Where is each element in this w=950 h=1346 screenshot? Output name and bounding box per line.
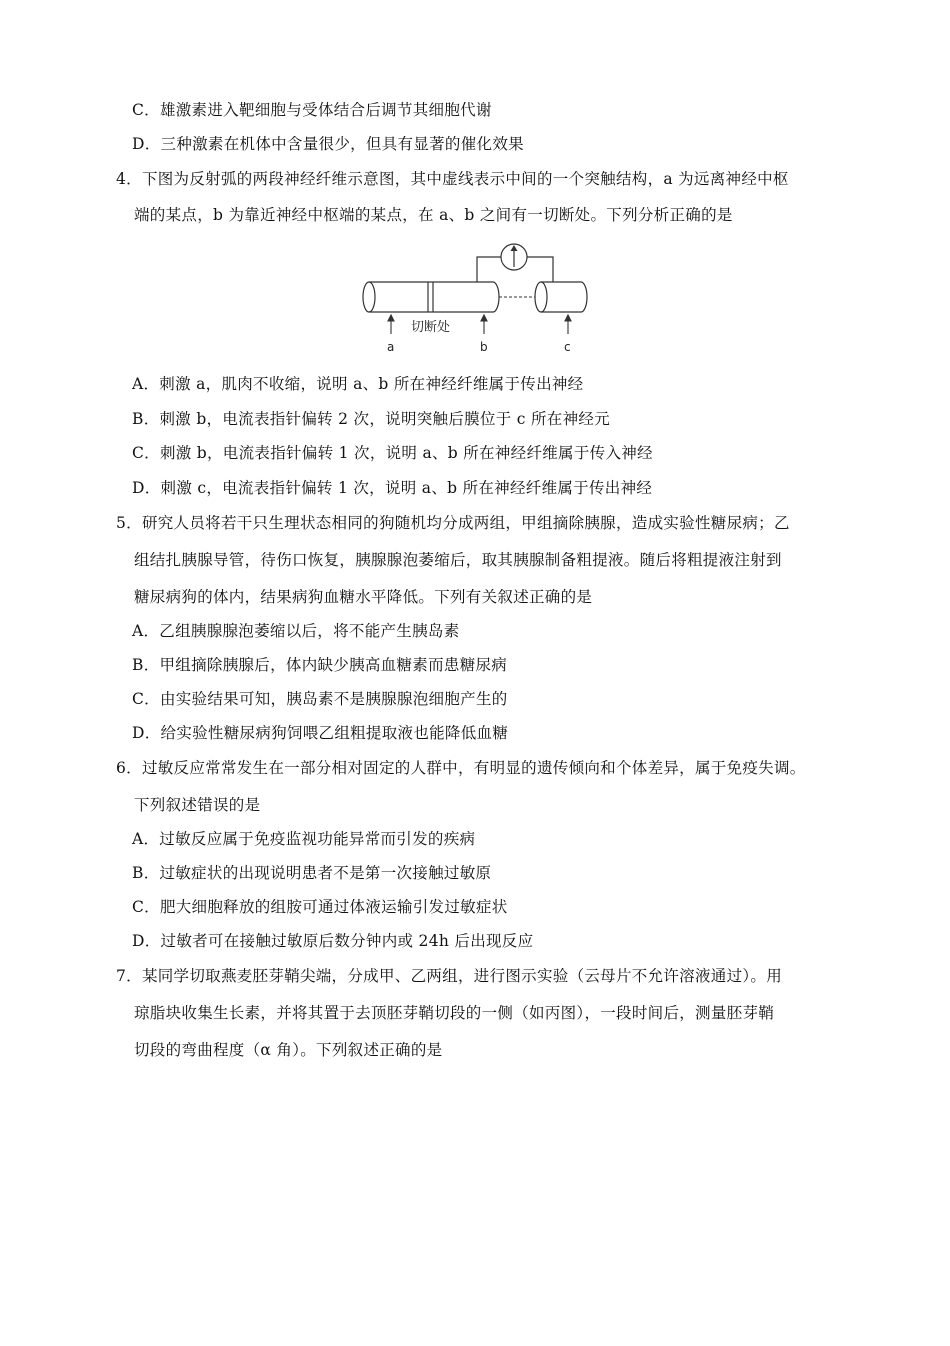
q7-stem-line1: 7．某同学切取燕麦胚芽鞘尖端，分成甲、乙两组，进行图示实验（云母片不允许溶液通过）。用: [116, 967, 783, 985]
q6-stem-line1: 6．过敏反应常常发生在一部分相对固定的人群中，有明显的遗传倾向和个体差异，属于免疫失调。: [116, 759, 806, 777]
nerve-fiber-diagram: [355, 240, 595, 358]
q6-option-a: A．过敏反应属于免疫监视功能异常而引发的疾病: [132, 830, 476, 848]
q5-option-b: B．甲组摘除胰腺后，体内缺少胰高血糖素而患糖尿病: [132, 656, 508, 674]
q5-option-a: A．乙组胰腺腺泡萎缩以后，将不能产生胰岛素: [132, 622, 460, 640]
point-c-label: c: [564, 340, 571, 354]
q4-option-b: B．刺激 b，电流表指针偏转 2 次，说明突触后膜位于 c 所在神经元: [132, 410, 610, 428]
q5-stem-line1: 5．研究人员将若干只生理状态相同的狗随机均分成两组，甲组摘除胰腺，造成实验性糖尿病；乙: [116, 514, 790, 532]
q5-stem-line2: 组结扎胰腺导管，待伤口恢复，胰腺腺泡萎缩后，取其胰腺制备粗提液。随后将粗提液注射到: [134, 551, 782, 569]
q3-option-c: C．雄激素进入靶细胞与受体结合后调节其细胞代谢: [132, 101, 492, 119]
q6-option-b: B．过敏症状的出现说明患者不是第一次接触过敏原: [132, 864, 492, 882]
q3-option-d: D．三种激素在机体中含量很少，但具有显著的催化效果: [132, 135, 524, 153]
q4-option-d: D．刺激 c，电流表指针偏转 1 次，说明 a、b 所在神经纤维属于传出神经: [132, 479, 653, 497]
q4-stem-line1: 4．下图为反射弧的两段神经纤维示意图，其中虚线表示中间的一个突触结构，a 为远离神经中枢: [116, 170, 789, 188]
q6-option-c: C．肥大细胞释放的组胺可通过体液运输引发过敏症状: [132, 898, 508, 916]
q5-option-d: D．给实验性糖尿病狗饲喂乙组粗提取液也能降低血糖: [132, 724, 509, 742]
right-nerve-fiber: [535, 282, 587, 312]
q6-option-d: D．过敏者可在接触过敏原后数分钟内或 24h 后出现反应: [132, 932, 534, 950]
q5-stem-line3: 糖尿病狗的体内，结果病狗血糖水平降低。下列有关叙述正确的是: [134, 588, 593, 606]
q7-stem-line3: 切段的弯曲程度（α 角）。下列叙述正确的是: [134, 1041, 443, 1059]
left-nerve-fiber: [363, 282, 499, 312]
galvanometer-icon: [501, 244, 527, 270]
nerve-fiber-svg: [355, 240, 595, 358]
q4-option-a: A．刺激 a，肌肉不收缩，说明 a、b 所在神经纤维属于传出神经: [132, 375, 584, 393]
q7-stem-line2: 琼脂块收集生长素，并将其置于去顶胚芽鞘切段的一侧（如丙图），一段时间后，测量胚芽鞘: [134, 1004, 775, 1022]
cut-label: 切断处: [411, 320, 451, 335]
q4-option-c: C．刺激 b，电流表指针偏转 1 次，说明 a、b 所在神经纤维属于传入神经: [132, 444, 653, 462]
point-a-label: a: [387, 340, 395, 354]
point-b-label: b: [480, 340, 488, 354]
q6-stem-line2: 下列叙述错误的是: [134, 796, 261, 814]
q4-stem-line2: 端的某点，b 为靠近神经中枢端的某点，在 a、b 之间有一切断处。下列分析正确的是: [134, 206, 733, 224]
q5-option-c: C．由实验结果可知，胰岛素不是胰腺腺泡细胞产生的: [132, 690, 508, 708]
